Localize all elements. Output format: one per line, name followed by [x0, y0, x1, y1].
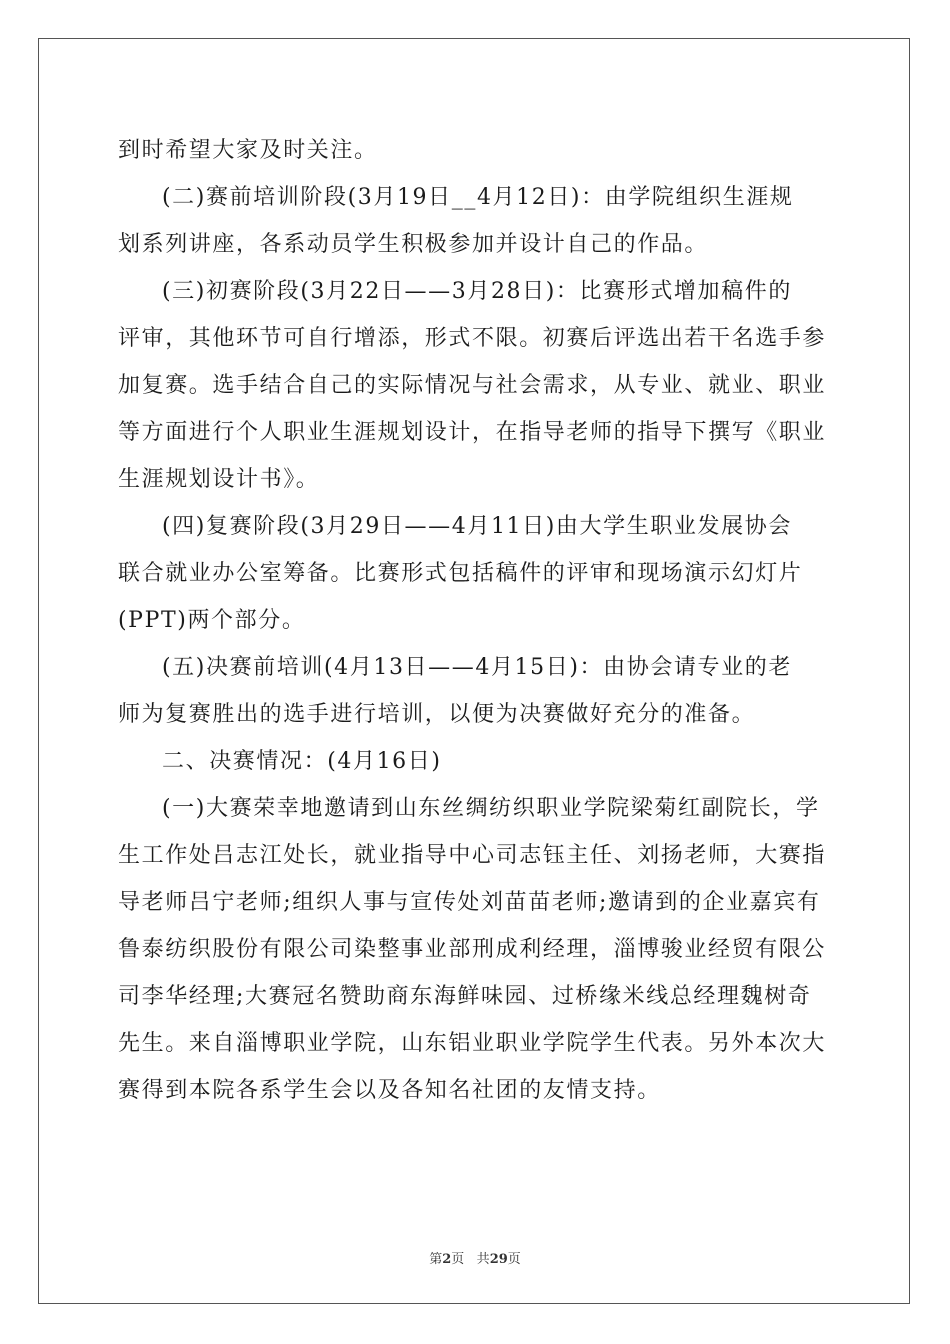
- total-label-suffix: 页: [507, 1252, 521, 1267]
- text-line: 评审，其他环节可自行增添，形式不限。初赛后评选出若干名选手参: [118, 326, 827, 351]
- text-line: (一)大赛荣幸地邀请到山东丝绸纺织职业学院梁菊红副院长，学: [162, 796, 820, 821]
- text-line: 联合就业办公室筹备。比赛形式包括稿件的评审和现场演示幻灯片: [118, 561, 803, 586]
- text-line: 生工作处吕志江处长，就业指导中心司志钰主任、刘扬老师，大赛指: [118, 843, 827, 868]
- text-line: (四)复赛阶段(3月29日——4月11日)由大学生职业发展协会: [162, 514, 792, 539]
- total-page-number: 29: [489, 1252, 508, 1267]
- text-line: 师为复赛胜出的选手进行培训，以便为决赛做好充分的准备。: [118, 702, 756, 727]
- page-footer: [0, 1248, 950, 1267]
- text-line: 司李华经理;大赛冠名赞助商东海鲜味园、过桥缘米线总经理魏树奇: [118, 984, 812, 1009]
- text-line: 生涯规划设计书》。: [118, 467, 320, 492]
- total-label-prefix: 共: [476, 1252, 490, 1267]
- page-label-suffix: 页: [451, 1252, 465, 1267]
- text-line: 鲁泰纺织股份有限公司染整事业部刑成利经理，淄博骏业经贸有限公: [118, 937, 827, 962]
- text-line: (PPT)两个部分。: [118, 608, 306, 633]
- text-line: 加复赛。选手结合自己的实际情况与社会需求，从专业、就业、职业: [118, 373, 827, 398]
- text-line: 等方面进行个人职业生涯规划设计，在指导老师的指导下撰写《职业: [118, 420, 827, 445]
- text-line: 划系列讲座，各系动员学生积极参加并设计自己的作品。: [118, 232, 709, 257]
- document-body: [118, 127, 838, 1114]
- current-page-number: 2: [442, 1252, 452, 1267]
- text-line: (五)决赛前培训(4月13日——4月15日)：由协会请专业的老: [162, 655, 792, 680]
- text-line: (三)初赛阶段(3月22日——3月28日)：比赛形式增加稿件的: [162, 279, 792, 304]
- text-line: 先生。来自淄博职业学院，山东铝业职业学院学生代表。另外本次大: [118, 1031, 827, 1056]
- text-line: 赛得到本院各系学生会以及各知名社团的友情支持。: [118, 1078, 661, 1103]
- page-label-prefix: 第: [429, 1252, 443, 1267]
- text-line: 导老师吕宁老师;组织人事与宣传处刘苗苗老师;邀请到的企业嘉宾有: [118, 890, 821, 915]
- text-line: 二、决赛情况：(4月16日): [162, 749, 442, 774]
- text-line: (二)赛前培训阶段(3月19日__4月12日)：由学院组织生涯规: [162, 185, 794, 210]
- text-line: 到时希望大家及时关注。: [118, 138, 378, 163]
